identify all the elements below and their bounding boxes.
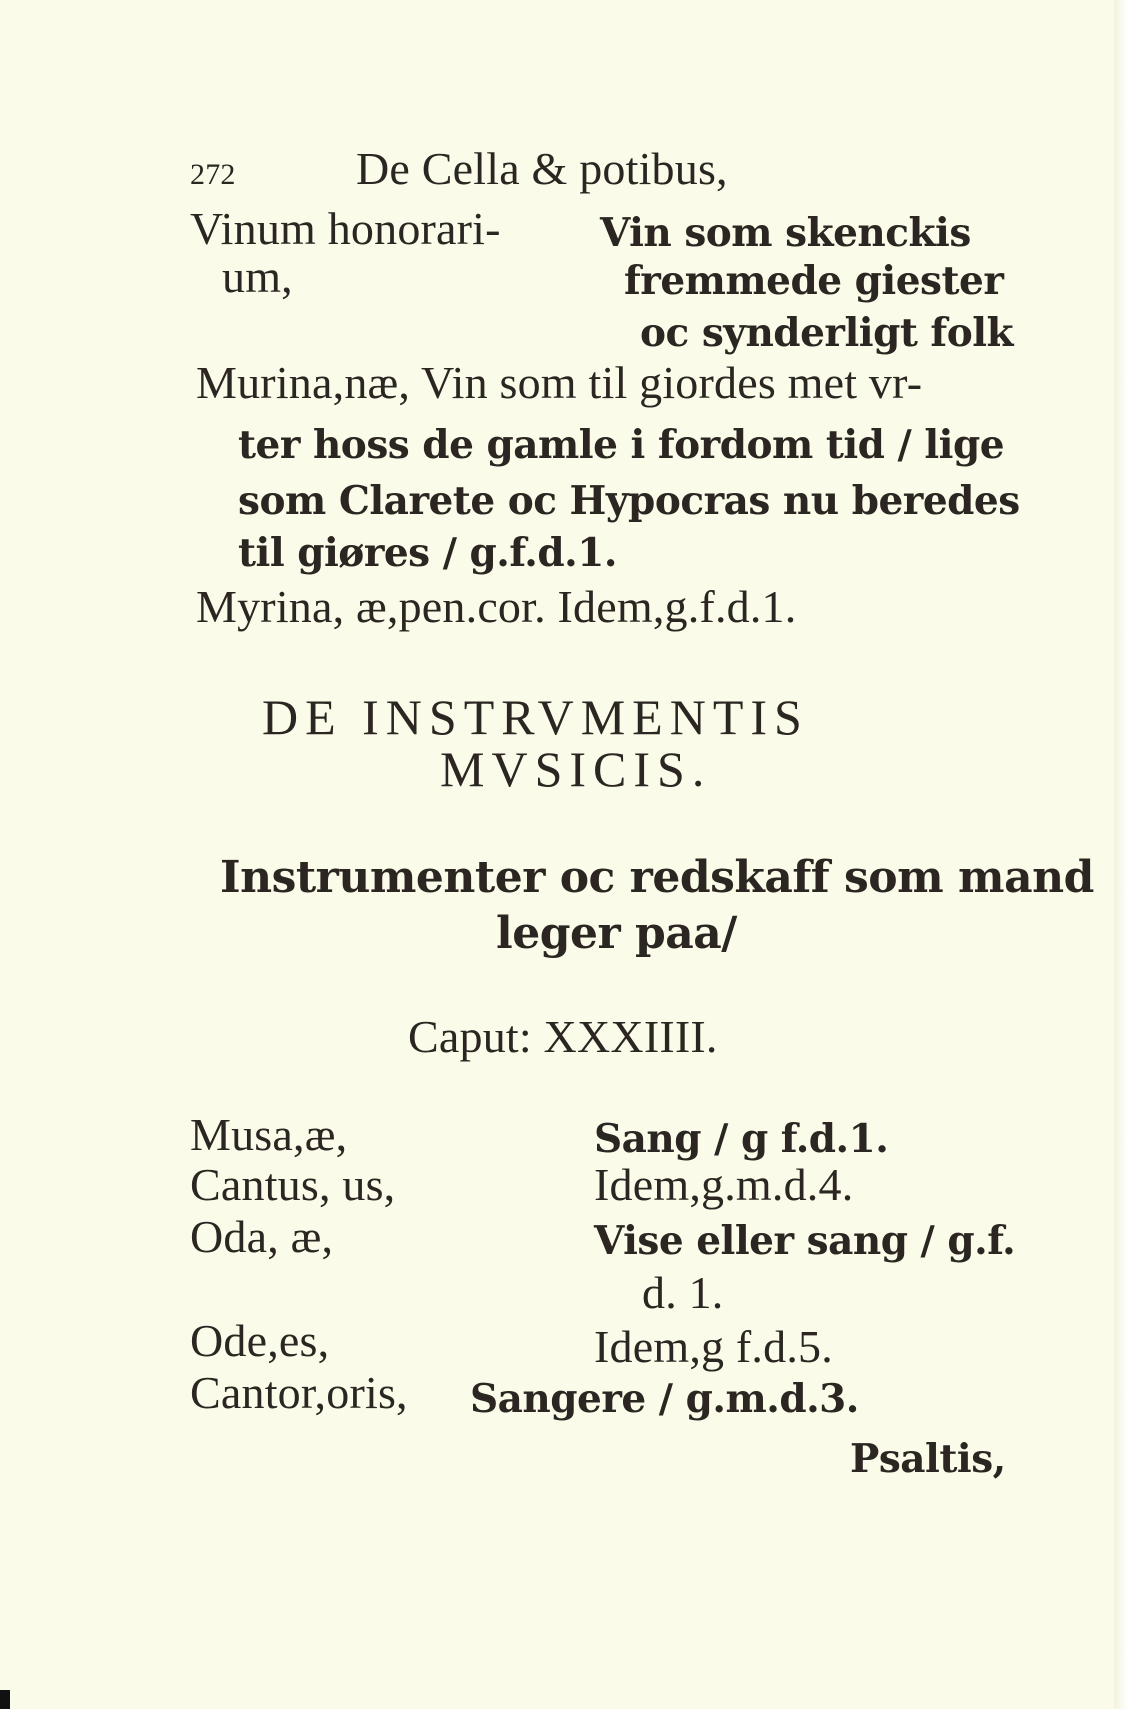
glossary-latin: Cantor,oris, (190, 1367, 408, 1418)
myrina-entry: Myrina, æ,pen.cor. Idem,g.f.d.1. (196, 581, 797, 632)
chapter-number: Caput: XXXIIII. (408, 1011, 718, 1062)
glossary-danish: Vise eller sang / g.f. (594, 1218, 1016, 1264)
murina-line: Murina,næ, Vin som til giordes met vr- (196, 357, 923, 408)
glossary-latin: Cantus, us, (190, 1159, 396, 1210)
glossary-danish: Idem,g f.d.5. (594, 1321, 833, 1372)
murina-line: til giøres / g.f.d.1. (238, 530, 617, 576)
catchword: Psaltis, (850, 1436, 1006, 1482)
glossary-latin: Oda, æ, (190, 1211, 334, 1262)
glossary-danish: Sangere / g.m.d.3. (470, 1376, 859, 1422)
murina-line: som Clarete oc Hypocras nu beredes (238, 478, 1020, 524)
section-subheading: leger paa/ (496, 908, 737, 959)
entry-danish: fremmede giester (624, 258, 1004, 304)
glossary-danish: Idem,g.m.d.4. (594, 1159, 854, 1210)
entry-latin: Vinum honorari- (190, 203, 501, 254)
section-subheading: Instrumenter oc redskaff som mand (220, 852, 1094, 903)
glossary-danish: d. 1. (642, 1267, 724, 1318)
murina-line: ter hoss de gamle i fordom tid / lige (238, 422, 1005, 468)
glossary-latin: Ode,es, (190, 1315, 330, 1366)
section-heading: DE INSTRVMENTIS (262, 689, 809, 745)
scan-mark (0, 1690, 10, 1709)
section-heading: MVSICIS. (440, 741, 712, 797)
glossary-latin: Musa,æ, (190, 1109, 348, 1160)
running-title: De Cella & potibus, (356, 143, 728, 194)
entry-danish: Vin som skenckis (600, 210, 971, 256)
entry-danish: oc synderligt folk (640, 310, 1014, 356)
page-edge (1114, 0, 1128, 1709)
page-number: 272 (190, 158, 236, 191)
entry-latin: um, (222, 251, 293, 302)
glossary-danish: Sang / g f.d.1. (594, 1116, 889, 1162)
